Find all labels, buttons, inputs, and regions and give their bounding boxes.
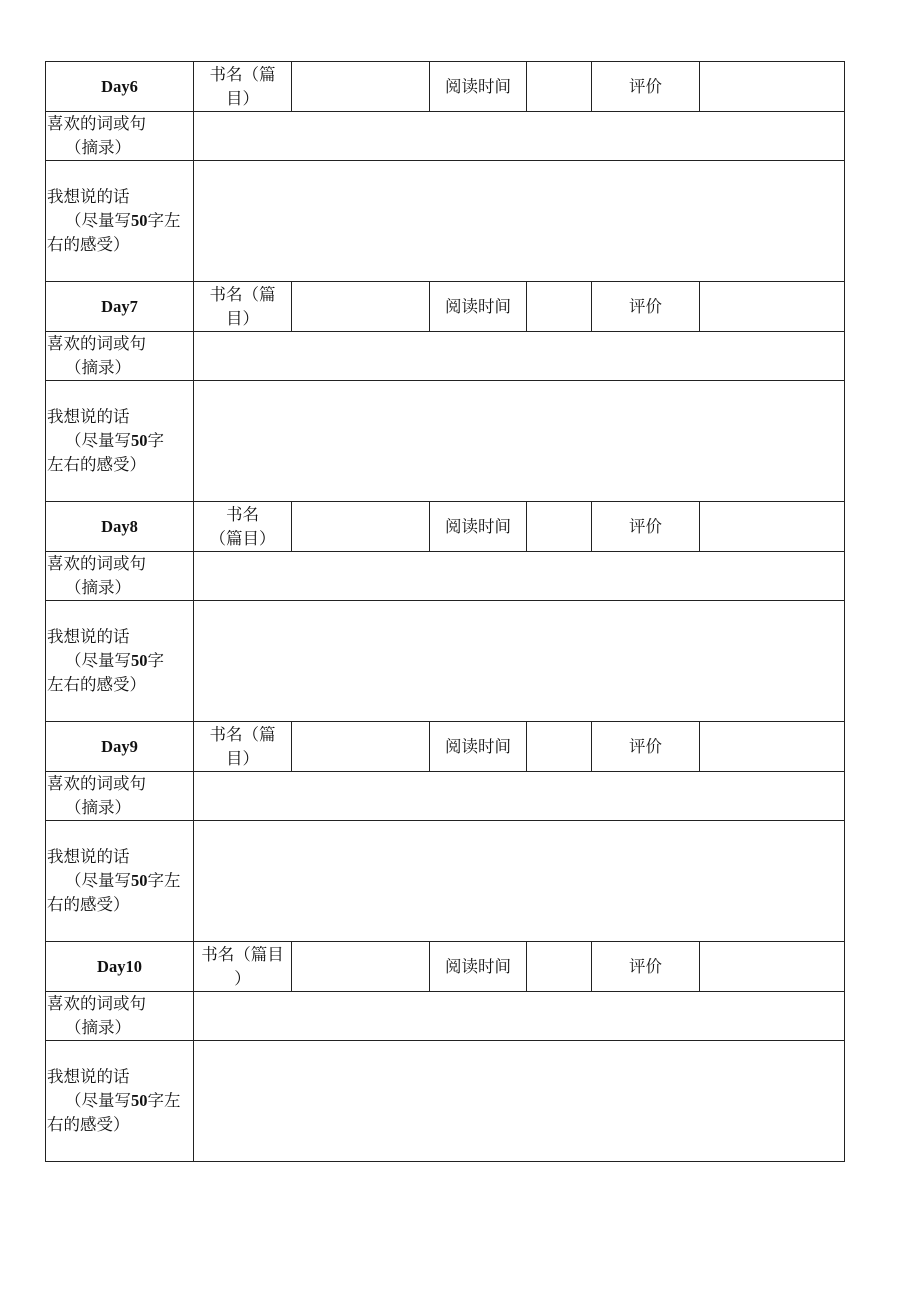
entry-header-row (46, 282, 845, 332)
book-title-field[interactable] (292, 502, 430, 552)
excerpt-label: 喜欢的词或句 （摘录） (46, 772, 194, 821)
reading-time-label: 阅读时间 (430, 722, 527, 772)
book-title-label: 书名（篇 目） (194, 62, 292, 112)
thoughts-field[interactable] (194, 161, 845, 282)
thoughts-row (46, 381, 845, 502)
reading-log-table (45, 61, 845, 1162)
excerpt-label: 喜欢的词或句 （摘录） (46, 992, 194, 1041)
rating-field[interactable] (700, 502, 845, 552)
rating-field[interactable] (700, 282, 845, 332)
book-title-label: 书名（篇 目） (194, 282, 292, 332)
reading-time-field[interactable] (527, 502, 592, 552)
reading-time-field[interactable] (527, 722, 592, 772)
book-title-field[interactable] (292, 942, 430, 992)
entry-header-row (46, 502, 845, 552)
reading-time-field[interactable] (527, 62, 592, 112)
day-label: Day9 (46, 722, 194, 772)
excerpt-field[interactable] (194, 992, 845, 1041)
rating-field[interactable] (700, 722, 845, 772)
rating-label: 评价 (592, 502, 700, 552)
excerpt-label: 喜欢的词或句 （摘录） (46, 332, 194, 381)
thoughts-label: 我想说的话 （尽量写50字左 右的感受） (46, 161, 194, 282)
thoughts-row (46, 821, 845, 942)
thoughts-label: 我想说的话 （尽量写50字左 右的感受） (46, 821, 194, 942)
rating-label: 评价 (592, 942, 700, 992)
excerpt-field[interactable] (194, 772, 845, 821)
excerpt-field[interactable] (194, 112, 845, 161)
rating-label: 评价 (592, 722, 700, 772)
thoughts-field[interactable] (194, 381, 845, 502)
day-label: Day8 (46, 502, 194, 552)
thoughts-label: 我想说的话 （尽量写50字左 右的感受） (46, 1041, 194, 1162)
rating-label: 评价 (592, 282, 700, 332)
day-label: Day7 (46, 282, 194, 332)
thoughts-row (46, 161, 845, 282)
entry-header-row (46, 942, 845, 992)
reading-log-sheet (45, 61, 844, 1162)
excerpt-row (46, 332, 845, 381)
thoughts-field[interactable] (194, 601, 845, 722)
excerpt-row (46, 552, 845, 601)
book-title-label: 书名 （篇目） (194, 502, 292, 552)
thoughts-row (46, 601, 845, 722)
excerpt-row (46, 112, 845, 161)
excerpt-row (46, 992, 845, 1041)
book-title-field[interactable] (292, 282, 430, 332)
reading-time-label: 阅读时间 (430, 942, 527, 992)
book-title-label: 书名（篇目 ） (194, 942, 292, 992)
excerpt-row (46, 772, 845, 821)
excerpt-label: 喜欢的词或句 （摘录） (46, 552, 194, 601)
day-label: Day10 (46, 942, 194, 992)
reading-time-label: 阅读时间 (430, 502, 527, 552)
entry-header-row (46, 722, 845, 772)
entry-header-row (46, 62, 845, 112)
book-title-label: 书名（篇 目） (194, 722, 292, 772)
thoughts-row (46, 1041, 845, 1162)
book-title-field[interactable] (292, 62, 430, 112)
day-label: Day6 (46, 62, 194, 112)
reading-time-field[interactable] (527, 942, 592, 992)
excerpt-field[interactable] (194, 552, 845, 601)
rating-field[interactable] (700, 62, 845, 112)
excerpt-field[interactable] (194, 332, 845, 381)
book-title-field[interactable] (292, 722, 430, 772)
excerpt-label: 喜欢的词或句 （摘录） (46, 112, 194, 161)
reading-time-field[interactable] (527, 282, 592, 332)
thoughts-field[interactable] (194, 1041, 845, 1162)
reading-time-label: 阅读时间 (430, 282, 527, 332)
reading-time-label: 阅读时间 (430, 62, 527, 112)
thoughts-label: 我想说的话 （尽量写50字 左右的感受） (46, 381, 194, 502)
rating-label: 评价 (592, 62, 700, 112)
thoughts-label: 我想说的话 （尽量写50字 左右的感受） (46, 601, 194, 722)
thoughts-field[interactable] (194, 821, 845, 942)
rating-field[interactable] (700, 942, 845, 992)
